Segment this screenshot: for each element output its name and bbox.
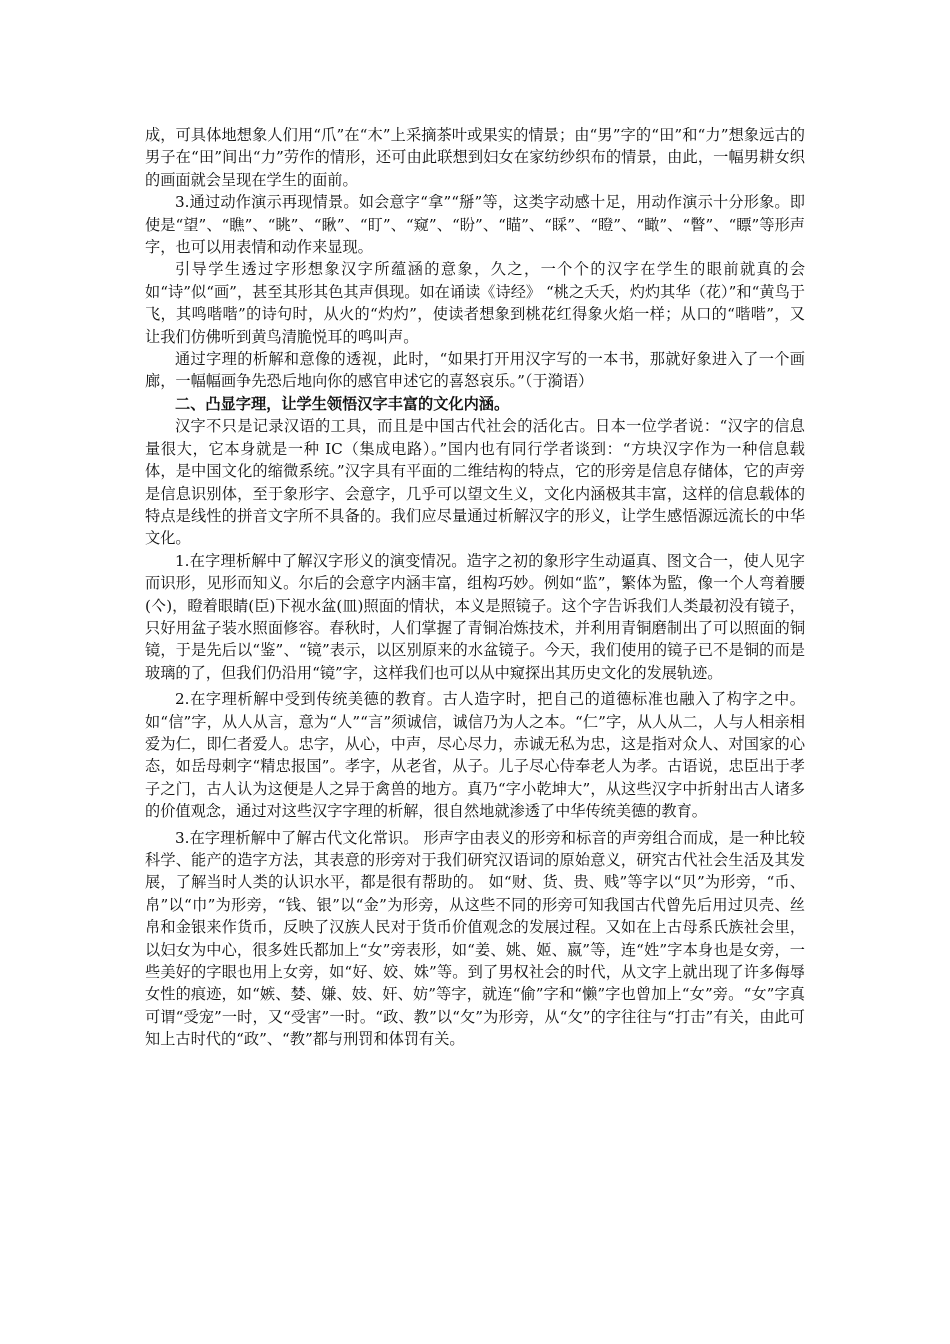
paragraph-continuation: 成，可具体地想象人们用“爪”在“木”上采摘茶叶或果实的情景；由“男”字的“田”和“力”想象远古的男子在“田”间出“力”劳作的情形，还可由此联想到妇女在家纺纱织布的情景，由此，一幅男耕女织的画面就会呈现在学生的面前。 [145,126,805,189]
paragraph-quote: 通过字理的析解和意像的透视，此时，“如果打开用汉字写的一本书，那就好象进入了一个画廊，一幅幅画争先恐后地向你的感官申述它的喜怒哀乐。”（于漪语） [145,350,805,391]
paragraph-action-demo: 3.通过动作演示再现情景。如会意字“拿”“掰”等，这类字动感十足，用动作演示十分形象。即使是“望”、“瞧”、“眺”、“瞅”、“盯”、“窥”、“盼”、“瞄”、“睬”、“瞪”、“瞰”、“瞥”、“瞟”等形声字，也可以用表情和动作来显现。 [145,193,805,257]
document-body [145,124,805,1051]
section-heading: 二、凸显字理，让学生领悟汉字丰富的文化内涵。 [175,394,510,413]
paragraph-ancient-culture: 3.在字理析解中了解古代文化常识。 形声字由表义的形旁和标音的声旁组合而成，是一种比较科学、能产的造字方法，其表意的形旁对于我们研究汉语词的原始意义，研究古代社会生活及其发展，了解当时人类的认识水平，都是很有帮助的。 如“财、货、贵、贱”等字以“贝”为形旁，“币、帛”以“巾”为形旁，“钱、银”以“金”为形旁，从这些不同的形旁可知我国古代曾先后用过贝壳、丝帛和金银来作货币，反映了汉族人民对于货币价值观念的发展过程。又如在上古母系氏族社会里，以妇女为中心，很多姓氏都加上“女”旁表形，如“姜、姚、姬、嬴”等，连“姓”字本身也是女旁，一些美好的字眼也用上女旁，如“好、姣、姝”等。到了男权社会的时代，从文字上就出现了许多侮辱女性的痕迹，如“嫉、婪、嫌、妓、奸、妨”等字，就连“偷”字和“懒”字也曾加上“女”旁。“女”字真可谓“受宠”一时，又“受害”一时。“政、教”以“攵”为形旁，从“攵”的字往往与“打击”有关，由此可知上古时代的“政”、“教”都与刑罚和体罚有关。 [145,828,805,1049]
paragraph-imagery: 引导学生透过字形想象汉字所蕴涵的意象，久之，一个个的汉字在学生的眼前就真的会如“诗”似“画”，甚至其形其色其声俱现。如在诵读《诗经》 “桃之夭夭，灼灼其华（花）”和“黄鸟于飞，其鸣喈喈”的诗句时，从火的“灼灼”，使读者想象到桃花红得象火焰一样；从口的“喈喈”，又让我们仿佛听到黄鸟清脆悦耳的鸣叫声。 [145,260,805,346]
paragraph-virtue: 2.在字理析解中受到传统美德的教育。古人造字时，把自己的道德标准也融入了构字之中。如“信”字，从人从言，意为“人”“言”须诚信，诚信乃为人之本。“仁”字，从人从二，人与人相亲相爱为仁，即仁者爱人。忠字，从心，中声，尽心尽力，赤诚无私为忠，这是指对众人、对国家的心态，如岳母刺字“精忠报国”。孝字，从老省，从子。儿子尽心侍奉老人为孝。古语说，忠臣出于孝子之门，古人认为这便是人之异于禽兽的地方。真乃“字小乾坤大”，从这些汉字中折射出古人诸多的价值观念，通过对这些汉字字理的析解，很自然地就渗透了中华传统美德的教育。 [145,690,805,821]
paragraph-culture-intro: 汉字不只是记录汉语的工具，而且是中国古代社会的活化古。日本一位学者说：“汉字的信息量很大，它本身就是一种 IC（集成电路）。”国内也有同行学者谈到：“方块汉字作为一种信息载体，是中国文化的缩微系统。”汉字具有平面的二维结构的特点，它的形旁是信息存储体，它的声旁是信息识别体，至于象形字、会意字，几乎可以望文生义，文化内涵极其丰富，这样的信息载体的特点是线性的拼音文字所不具备的。我们应尽量通过析解汉字的形义，让学生感悟源远流长的中华文化。 [145,417,805,548]
paragraph-evolution: 1.在字理析解中了解汉字形义的演变情况。造字之初的象形字生动逼真、图文合一，使人见字而识形，见形而知义。尔后的会意字内涵丰富，组构巧妙。例如“监”，繁体为監，像一个人弯着腰(亽)，瞪着眼睛(臣)下视水盆(皿)照面的情状，本义是照镜子。这个字告诉我们人类最初没有镜子，只好用盆子装水照面修容。春秋时，人们掌握了青铜冶炼技术，并利用青铜磨制出了可以照面的铜镜，于是先后以“鉴”、“镜”表示，以区别原来的水盆镜子。今天，我们使用的镜子已不是铜的而是玻璃的了，但我们仍沿用“镜”字，这样我们也可以从中窥探出其历史文化的发展轨迹。 [145,551,805,682]
